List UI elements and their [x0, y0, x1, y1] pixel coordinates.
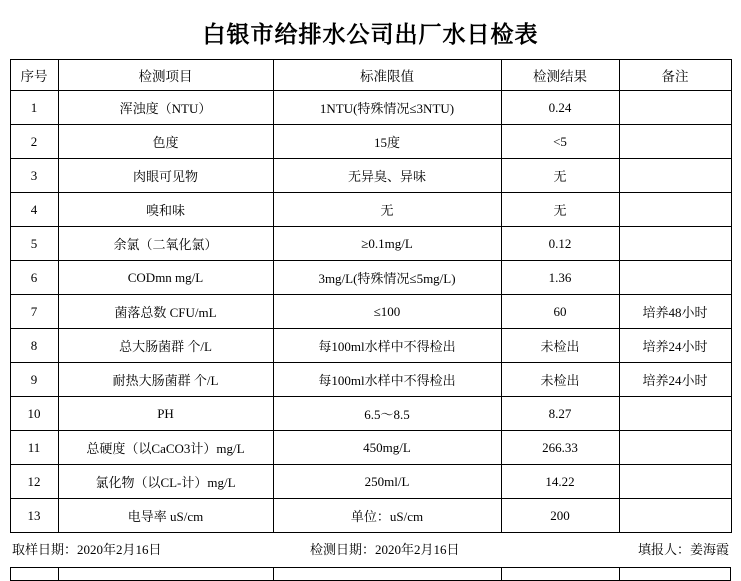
reporter-name: 填报人：姜海霞 [637, 542, 729, 557]
cell-limit: 无 [273, 193, 501, 227]
cell-note [619, 125, 731, 159]
water-quality-table [10, 59, 732, 533]
cell-note [619, 159, 731, 193]
cell-item: 总大肠菌群 个/L [58, 329, 273, 363]
page-title: 白银市给排水公司出厂水日检表 [202, 22, 539, 47]
cell-limit: 每100ml水样中不得检出 [273, 363, 501, 397]
table-row [10, 431, 731, 465]
cell-note [619, 465, 731, 499]
cell-result: 0.24 [501, 91, 619, 125]
cell-no: 9 [10, 363, 58, 397]
cell-result: 无 [501, 159, 619, 193]
table-row [10, 397, 731, 431]
table-row [10, 125, 731, 159]
cell-no: 2 [10, 125, 58, 159]
column-header-item: 检测项目 [58, 60, 273, 91]
cell-limit: 单位：uS/cm [273, 499, 501, 533]
cell-note [619, 499, 731, 533]
table-row [10, 363, 731, 397]
cell-item: 色度 [58, 125, 273, 159]
cell-limit: 1NTU(特殊情况≤3NTU) [273, 91, 501, 125]
cell-no: 4 [10, 193, 58, 227]
cell-item: 菌落总数 CFU/mL [58, 295, 273, 329]
table-header [10, 60, 731, 91]
cell-note: 培养24小时 [619, 363, 731, 397]
cell-limit: 250ml/L [273, 465, 501, 499]
bottom-divider-1 [58, 568, 59, 580]
column-header-no: 序号 [10, 60, 58, 91]
cell-no: 3 [10, 159, 58, 193]
table-header-row [10, 60, 731, 91]
bottom-divider-3 [501, 568, 502, 580]
cell-item: 总硬度（以CaCO3计）mg/L [58, 431, 273, 465]
column-header-note: 备注 [619, 60, 731, 91]
cell-item: 氯化物（以CL-计）mg/L [58, 465, 273, 499]
cell-note [619, 261, 731, 295]
table-row [10, 193, 731, 227]
cell-item: 肉眼可见物 [58, 159, 273, 193]
cell-result: <5 [501, 125, 619, 159]
table-row [10, 227, 731, 261]
cell-no: 13 [10, 499, 58, 533]
cell-result: 未检出 [501, 329, 619, 363]
cell-note [619, 227, 731, 261]
cell-no: 8 [10, 329, 58, 363]
cell-note: 培养24小时 [619, 329, 731, 363]
cell-result: 200 [501, 499, 619, 533]
column-header-result: 检测结果 [501, 60, 619, 91]
bottom-divider-4 [619, 568, 620, 580]
footer-row [10, 533, 731, 567]
table-body [10, 91, 731, 533]
cell-item: 浑浊度（NTU） [58, 91, 273, 125]
testing-date: 检测日期：2020年2月16日 [310, 542, 460, 557]
cell-result: 60 [501, 295, 619, 329]
cell-limit: 每100ml水样中不得检出 [273, 329, 501, 363]
cell-item: PH [58, 397, 273, 431]
cell-item: CODmn mg/L [58, 261, 273, 295]
table-row [10, 465, 731, 499]
cell-note [619, 431, 731, 465]
cell-result: 14.22 [501, 465, 619, 499]
table-row [10, 159, 731, 193]
table-row [10, 329, 731, 363]
cell-item: 余氯（二氧化氯） [58, 227, 273, 261]
table-row [10, 295, 731, 329]
cell-result: 8.27 [501, 397, 619, 431]
cell-note [619, 193, 731, 227]
cell-item: 电导率 uS/cm [58, 499, 273, 533]
cell-item: 嗅和味 [58, 193, 273, 227]
cell-no: 5 [10, 227, 58, 261]
table-row [10, 499, 731, 533]
cell-result: 266.33 [501, 431, 619, 465]
cell-no: 11 [10, 431, 58, 465]
cell-limit: 450mg/L [273, 431, 501, 465]
cell-note [619, 91, 731, 125]
cell-limit: ≥0.1mg/L [273, 227, 501, 261]
cell-limit: 15度 [273, 125, 501, 159]
cell-note: 培养48小时 [619, 295, 731, 329]
sampling-date: 取样日期：2020年2月16日 [12, 542, 162, 557]
cell-no: 10 [10, 397, 58, 431]
column-header-limit: 标准限值 [273, 60, 501, 91]
table-row [10, 91, 731, 125]
cell-item: 耐热大肠菌群 个/L [58, 363, 273, 397]
cell-limit: 6.5～8.5 [273, 397, 501, 431]
cell-result: 1.36 [501, 261, 619, 295]
cell-limit: 无异臭、异味 [273, 159, 501, 193]
cell-no: 7 [10, 295, 58, 329]
cell-no: 6 [10, 261, 58, 295]
cell-no: 12 [10, 465, 58, 499]
bottom-divider-2 [273, 568, 274, 580]
cell-limit: ≤100 [273, 295, 501, 329]
table-row [10, 261, 731, 295]
cell-result: 0.12 [501, 227, 619, 261]
cell-result: 未检出 [501, 363, 619, 397]
bottom-blank-row [10, 567, 731, 581]
cell-note [619, 397, 731, 431]
cell-result: 无 [501, 193, 619, 227]
cell-no: 1 [10, 91, 58, 125]
cell-limit: 3mg/L(特殊情况≤5mg/L) [273, 261, 501, 295]
